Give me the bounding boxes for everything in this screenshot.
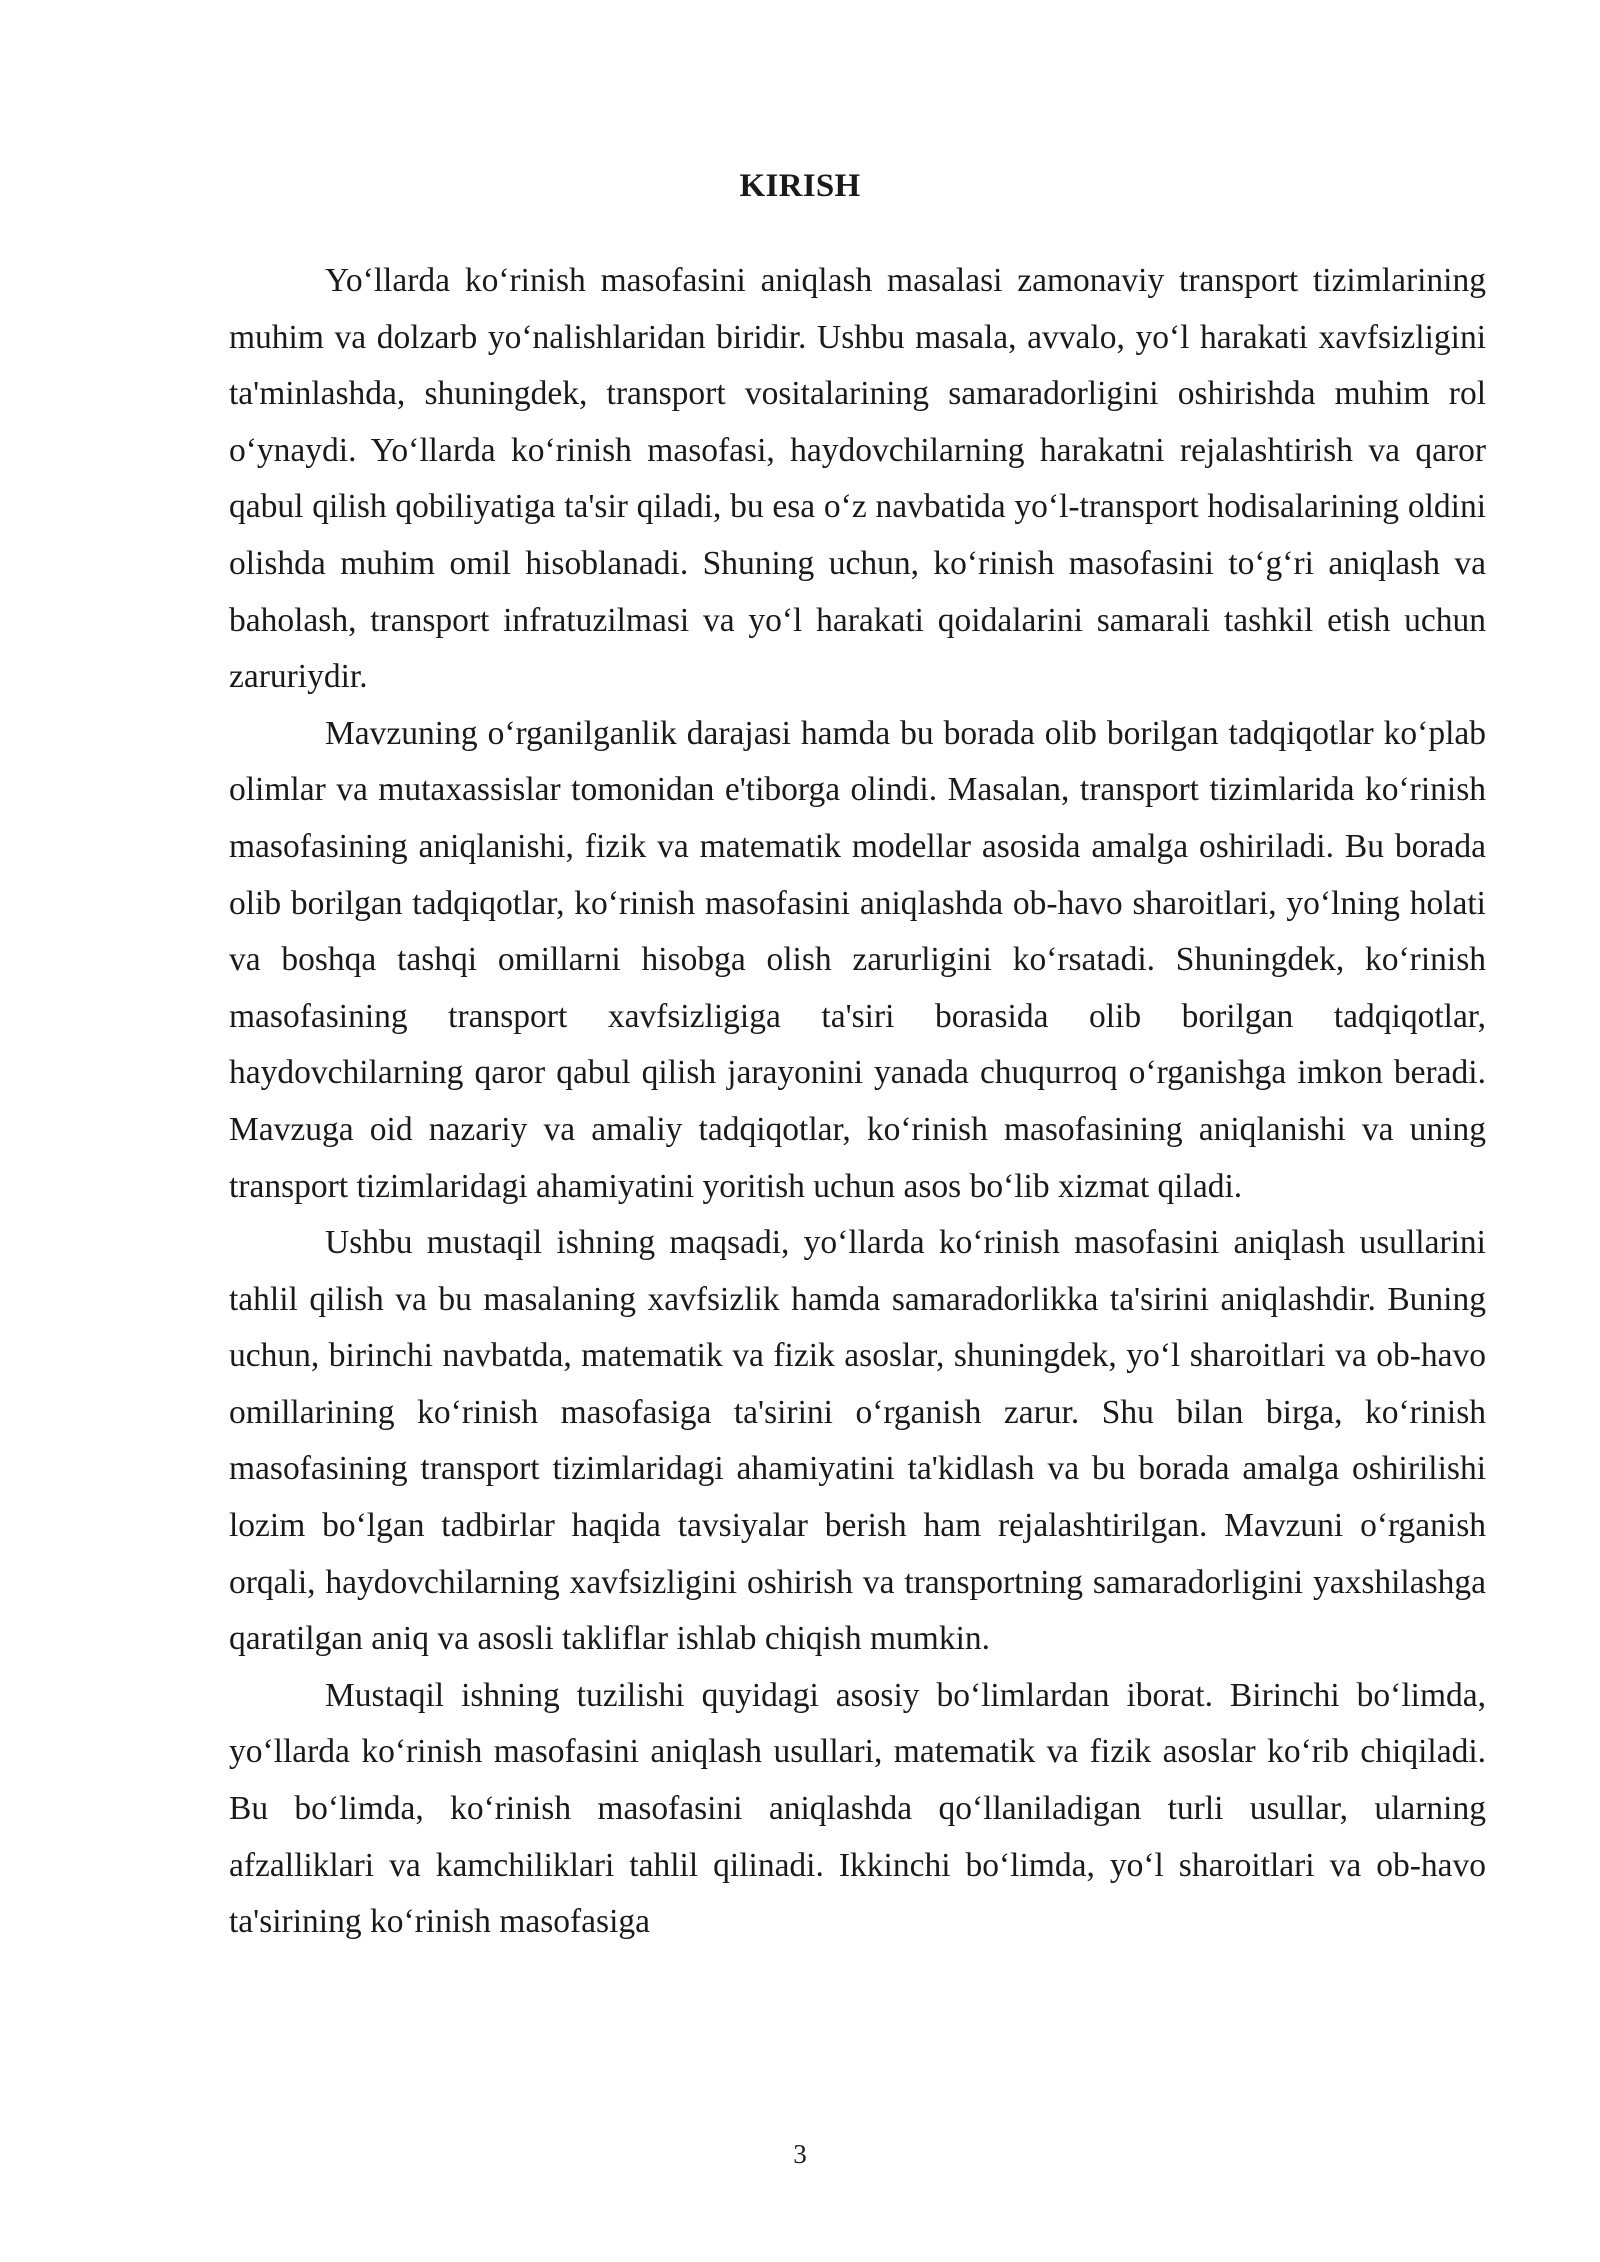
paragraph-research-level: Mavzuning o‘rganilganlik darajasi hamda bu borada olib borilgan tadqiqotlar ko‘plab olimlar va mutaxassislar tomonidan e'tiborga olindi. Masalan, transport tizimlarida ko‘rinish masofasining aniqlanishi, fizik va matematik modellar asosida amalga oshiriladi. Bu borada olib borilgan tadqiqotlar, ko‘rinish masofasini aniqlashda ob-havo sharoitlari, yo‘lning holati va boshqa tashqi omillarni hisobga olish zarurligini ko‘rsatadi. Shuningdek, ko‘rinish masofasining transport xavfsizligiga ta'siri borasida olib borilgan tadqiqotlar, haydovchilarning qaror qabul qilish jarayonini yanada chuqurroq o‘rganishga imkon beradi. Mavzuga oid nazariy va amaliy tadqiqotlar, ko‘rinish masofasining aniqlanishi va uning transport tizimlaridagi ahamiyatini yoritish uchun asos bo‘lib xizmat qiladi. bbox=[229, 714, 1486, 1205]
body-text bbox=[229, 253, 1486, 1951]
paragraph-structure: Mustaqil ishning tuzilishi quyidagi asosiy bo‘limlardan iborat. Birinchi bo‘limda, yo‘llarda ko‘rinish masofasini aniqlash usullari, matematik va fizik asoslar ko‘rib chiqiladi. Bu bo‘limda, ko‘rinish masofasini aniqlashda qo‘llaniladigan turli usullar, ularning afzalliklari va kamchiliklari tahlil qilinadi. Ikkinchi bo‘limda, yo‘l sharoitlari va ob-havo ta'sirining ko‘rinish masofasiga bbox=[229, 1676, 1486, 1941]
section-heading: KIRISH bbox=[739, 168, 861, 204]
paragraph-intro: Yo‘llarda ko‘rinish masofasini aniqlash masalasi zamonaviy transport tizimlarining muhim va dolzarb yo‘nalishlaridan biridir. Ushbu masala, avvalo, yo‘l harakati xavfsizligini ta'minlashda, shuningdek, transport vositalarining samaradorligini oshirishda muhim rol o‘ynaydi. Yo‘llarda ko‘rinish masofasi, haydovchilarning harakatni rejalashtirish va qaror qabul qilish qobiliyatiga ta'sir qiladi, bu esa o‘z navbatida yo‘l-transport hodisalarining oldini olishda muhim omil hisoblanadi. Shuning uchun, ko‘rinish masofasini to‘g‘ri aniqlash va baholash, transport infratuzilmasi va yo‘l harakati qoidalarini samarali tashkil etish uchun zaruriydir. bbox=[229, 262, 1486, 696]
page-number: 3 bbox=[793, 2139, 807, 2169]
paragraph-goal: Ushbu mustaqil ishning maqsadi, yo‘llarda ko‘rinish masofasini aniqlash usullarini tahlil qilish va bu masalaning xavfsizlik hamda samaradorlikka ta'sirini aniqlashdir. Buning uchun, birinchi navbatda, matematik va fizik asoslar, shuningdek, yo‘l sharoitlari va ob-havo omillarining ko‘rinish masofasiga ta'sirini o‘rganish zarur. Shu bilan birga, ko‘rinish masofasining transport tizimlaridagi ahamiyatini ta'kidlash va bu borada amalga oshirilishi lozim bo‘lgan tadbirlar haqida tavsiyalar berish ham rejalashtirilgan. Mavzuni o‘rganish orqali, haydovchilarning xavfsizligini oshirish va transportning samaradorligini yaxshilashga qaratilgan aniq va asosli takliflar ishlab chiqish mumkin. bbox=[229, 1224, 1486, 1658]
